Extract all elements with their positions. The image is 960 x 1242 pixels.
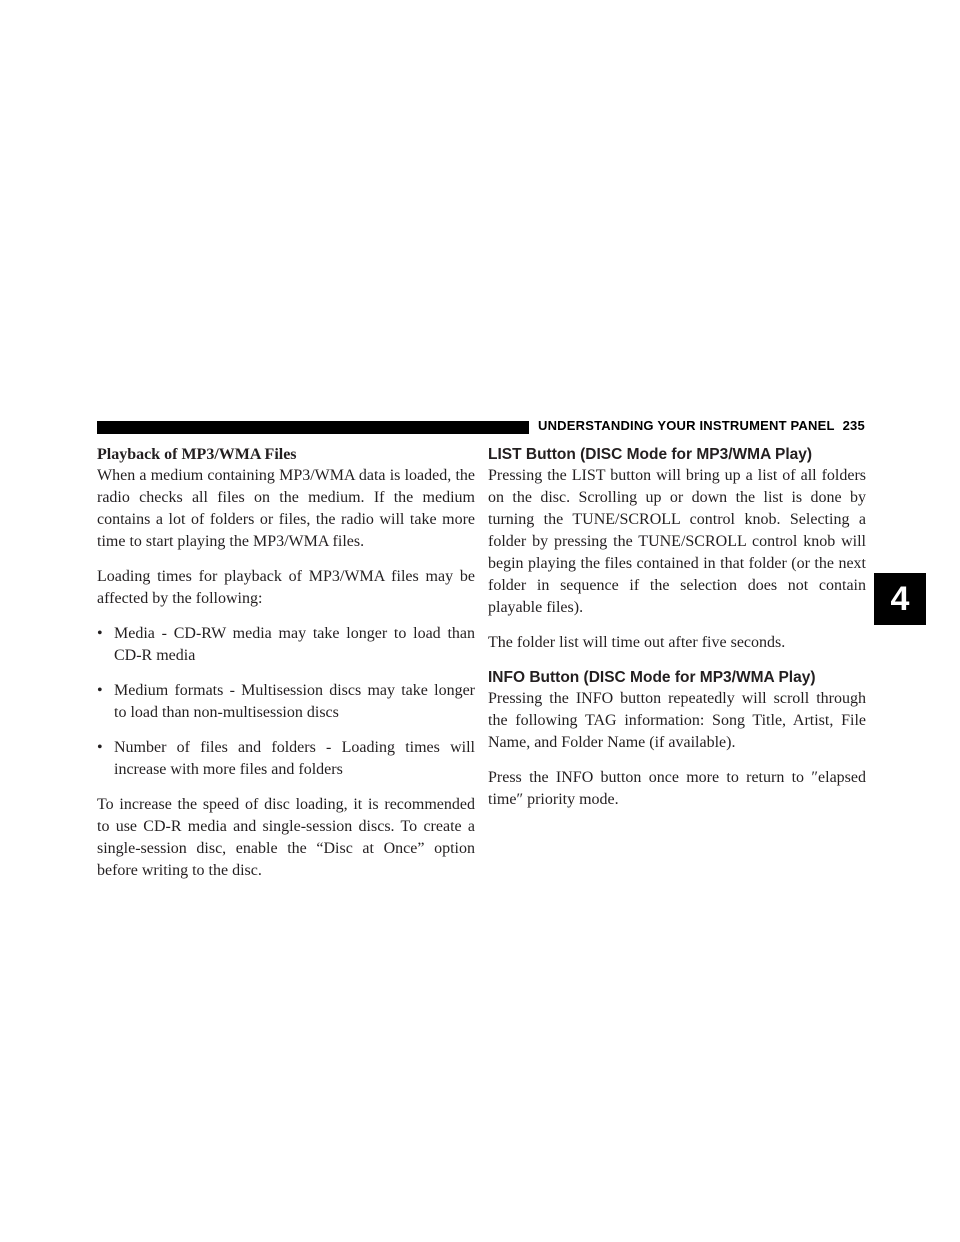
paragraph: The folder list will time out after five seconds. bbox=[488, 634, 786, 651]
running-header bbox=[538, 418, 865, 433]
bullet-list bbox=[97, 623, 475, 781]
info-button-heading: INFO Button (DISC Mode for MP3/WMA Play) bbox=[488, 669, 816, 686]
page-number: 235 bbox=[842, 418, 865, 433]
left-column bbox=[97, 444, 475, 895]
list-button-heading: LIST Button (DISC Mode for MP3/WMA Play) bbox=[488, 446, 813, 463]
list-item bbox=[97, 623, 475, 667]
paragraph: When a medium containing MP3/WMA data is loaded, the radio checks all files on the medium. If the medium contains a lot of folders or files, the radio will take more time to start playing the MP3/WMA files. bbox=[97, 467, 475, 550]
chapter-tab: 4 bbox=[874, 573, 926, 625]
section-title: UNDERSTANDING YOUR INSTRUMENT PANEL bbox=[538, 418, 835, 433]
list-item-text: Media - CD-RW media may take longer to load than CD-R media bbox=[114, 625, 475, 664]
paragraph: Pressing the LIST button will bring up a list of all folders on the disc. Scrolling up or down the list is done by turning the TUNE/SCROLL control knob. Selecting a folder by pressing the TUNE/SCROLL control knob will begin playing the files contained in that folder (or the next folder in sequence if the selection does not contain playable files). bbox=[488, 467, 866, 616]
header-rule bbox=[97, 421, 529, 434]
bullet-marker: • bbox=[97, 625, 103, 642]
paragraph: Press the INFO button once more to return to ″elapsed time″ priority mode. bbox=[488, 769, 866, 808]
bullet-marker: • bbox=[97, 682, 103, 699]
list-item-text: Medium formats - Multisession discs may take longer to load than non-multisession discs bbox=[114, 682, 475, 721]
paragraph: To increase the speed of disc loading, it is recommended to use CD-R media and single-session discs. To create a single-session disc, enable the “Disc at Once” option before writing to the disc. bbox=[97, 796, 475, 879]
list-item bbox=[97, 680, 475, 724]
paragraph: Pressing the INFO button repeatedly will scroll through the following TAG information: Song Title, Artist, File Name, and Folder Name (if available). bbox=[488, 690, 866, 751]
list-item-text: Number of files and folders - Loading times will increase with more files and folders bbox=[114, 739, 475, 778]
list-item bbox=[97, 737, 475, 781]
bullet-marker: • bbox=[97, 739, 103, 756]
paragraph: Loading times for playback of MP3/WMA files may be affected by the following: bbox=[97, 568, 475, 607]
right-column bbox=[488, 444, 866, 824]
section-heading: Playback of MP3/WMA Files bbox=[97, 446, 297, 463]
